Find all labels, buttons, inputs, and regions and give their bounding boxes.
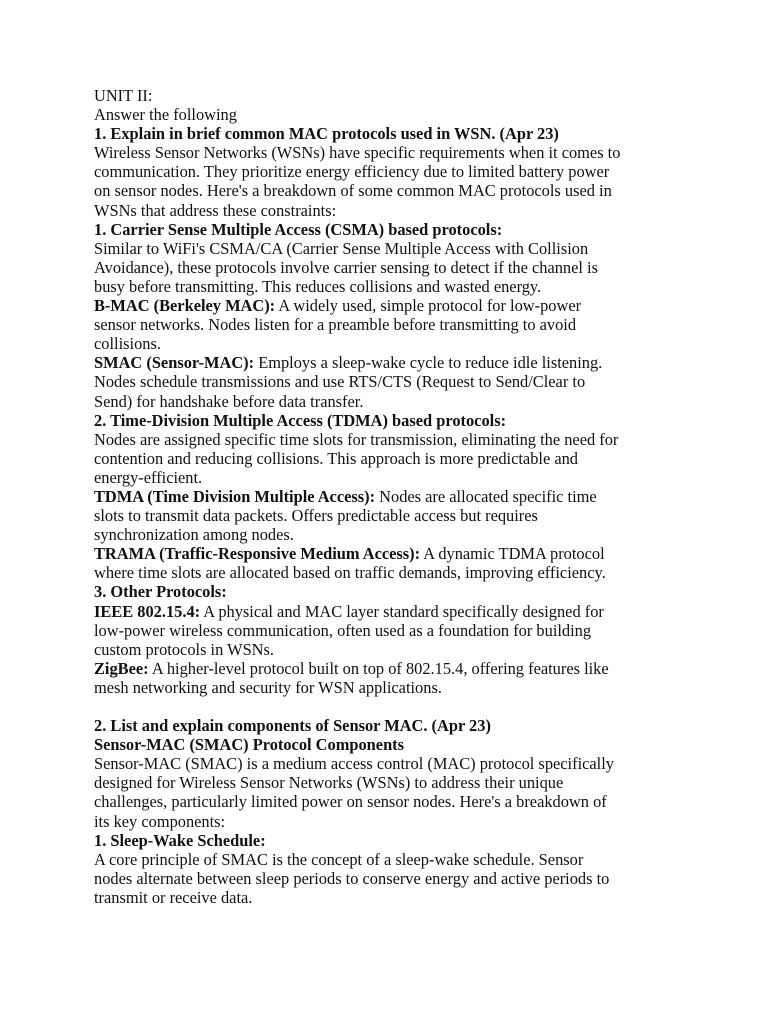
- paragraph-line: low-power wireless communication, often used as a foundation for building: [94, 620, 592, 640]
- question-1-heading: 1. Explain in brief common MAC protocols used in WSN. (Apr 23): [94, 124, 559, 144]
- paragraph-line: A core principle of SMAC is the concept of a sleep-wake schedule. Sensor: [94, 849, 584, 869]
- ieee-text: A physical and MAC layer standard specifically designed for: [200, 601, 604, 621]
- smac-term: SMAC (Sensor-MAC):: [94, 353, 255, 373]
- smac-line: [94, 353, 694, 372]
- smac-text: Employs a sleep-wake cycle to reduce idle listening.: [254, 353, 603, 373]
- zigbee-line: [94, 659, 694, 678]
- other-protocols-heading: 3. Other Protocols:: [94, 582, 227, 602]
- paragraph-line: busy before transmitting. This reduces collisions and wasted energy.: [94, 276, 542, 296]
- document-page: [94, 86, 694, 907]
- paragraph-line: Wireless Sensor Networks (WSNs) have specific requirements when it comes to: [94, 143, 621, 163]
- paragraph-line: communication. They prioritize energy efficiency due to limited battery power: [94, 162, 610, 182]
- tdma-item-line: [94, 487, 694, 506]
- paragraph-line: nodes alternate between sleep periods to conserve energy and active periods to: [94, 868, 610, 888]
- paragraph-line: transmit or receive data.: [94, 887, 253, 907]
- tdma-term: TDMA (Time Division Multiple Access):: [94, 486, 376, 506]
- paragraph-line: mesh networking and security for WSN applications.: [94, 677, 442, 697]
- csma-heading: 1. Carrier Sense Multiple Access (CSMA) based protocols:: [94, 219, 503, 239]
- zigbee-term: ZigBee:: [94, 658, 149, 678]
- bmac-text: A widely used, simple protocol for low-power: [275, 296, 582, 316]
- paragraph-line: on sensor nodes. Here's a breakdown of some common MAC protocols used in: [94, 181, 612, 201]
- paragraph-line: contention and reducing collisions. This approach is more predictable and: [94, 448, 578, 468]
- paragraph-line: WSNs that address these constraints:: [94, 200, 337, 220]
- paragraph-line: Nodes are assigned specific time slots for transmission, eliminating the need for: [94, 429, 619, 449]
- bmac-term: B-MAC (Berkeley MAC):: [94, 296, 276, 316]
- paragraph-line: Nodes schedule transmissions and use RTS/CTS (Request to Send/Clear to: [94, 372, 586, 392]
- trama-line: [94, 544, 694, 563]
- zigbee-text: A higher-level protocol built on top of 802.15.4, offering features like: [148, 658, 609, 678]
- paragraph-line: where time slots are allocated based on traffic demands, improving efficiency.: [94, 563, 606, 583]
- unit-instruction: Answer the following: [94, 105, 237, 125]
- smac-components-heading: Sensor-MAC (SMAC) Protocol Components: [94, 735, 405, 755]
- paragraph-line: slots to transmit data packets. Offers predictable access but requires: [94, 506, 538, 526]
- trama-text: A dynamic TDMA protocol: [420, 544, 605, 564]
- section-gap: [94, 697, 694, 716]
- paragraph-line: Similar to WiFi's CSMA/CA (Carrier Sense Multiple Access with Collision: [94, 238, 589, 258]
- bmac-line: [94, 296, 694, 315]
- paragraph-line: its key components:: [94, 811, 226, 831]
- paragraph-line: challenges, particularly limited power on sensor nodes. Here's a breakdown of: [94, 792, 607, 812]
- paragraph-line: Send) for handshake before data transfer.: [94, 391, 364, 411]
- paragraph-line: Avoidance), these protocols involve carrier sensing to detect if the channel is: [94, 257, 598, 277]
- tdma-heading: 2. Time-Division Multiple Access (TDMA) based protocols:: [94, 410, 507, 430]
- trama-term: TRAMA (Traffic-Responsive Medium Access):: [94, 544, 421, 564]
- tdma-text: Nodes are allocated specific time: [375, 486, 597, 506]
- paragraph-line: sensor networks. Nodes listen for a preamble before transmitting to avoid: [94, 315, 577, 335]
- paragraph-line: Sensor-MAC (SMAC) is a medium access control (MAC) protocol specifically: [94, 754, 614, 774]
- ieee-term: IEEE 802.15.4:: [94, 601, 201, 621]
- paragraph-line: custom protocols in WSNs.: [94, 639, 274, 659]
- question-2-heading: 2. List and explain components of Sensor MAC. (Apr 23): [94, 716, 491, 736]
- paragraph-line: synchronization among nodes.: [94, 525, 294, 545]
- unit-title: UNIT II:: [94, 86, 153, 105]
- paragraph-line: collisions.: [94, 334, 161, 354]
- sleep-wake-heading: 1. Sleep-Wake Schedule:: [94, 830, 266, 850]
- ieee-line: [94, 602, 694, 621]
- paragraph-line: designed for Wireless Sensor Networks (WSNs) to address their unique: [94, 773, 564, 793]
- paragraph-line: energy-efficient.: [94, 467, 203, 487]
